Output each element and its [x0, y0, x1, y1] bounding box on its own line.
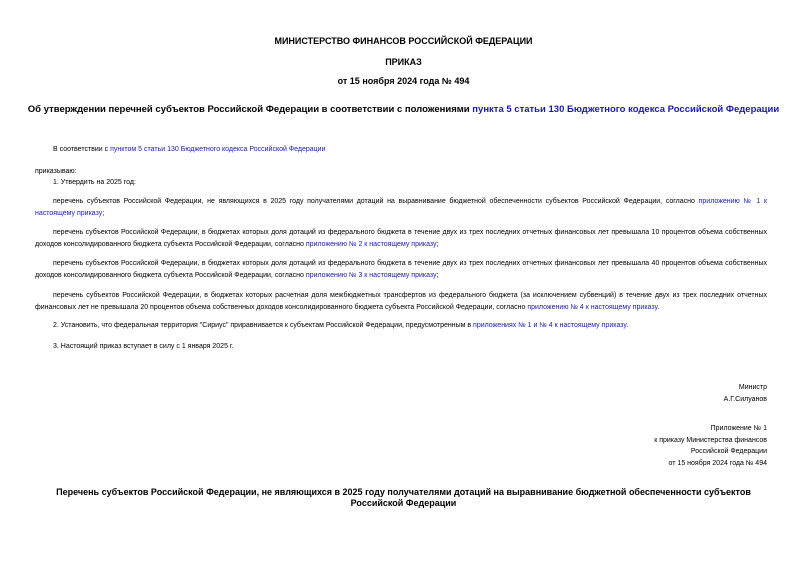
- appendix-line-4: от 15 ноября 2024 года № 494: [668, 459, 767, 467]
- appendix-1-link[interactable]: приложению № 1 к настоящему приказу: [35, 198, 768, 217]
- item-1: 1. Утвердить на 2025 год:: [53, 179, 136, 186]
- list-item-1: [35, 196, 767, 220]
- signature-block: [600, 382, 767, 405]
- appendix-4-link[interactable]: приложению № 4 к настоящему приказу: [527, 304, 658, 311]
- list-item-end: .: [657, 304, 660, 311]
- doc-type-heading: ПРИКАЗ: [385, 57, 422, 67]
- list-item-2: [35, 227, 767, 251]
- signature-name: А.Г.Силуанов: [723, 395, 767, 403]
- appendix-list-title: Перечень субъектов Российской Федерации, не являющихся в 2025 году получателями дотаций на выравнивание бюджетной обеспеченности субъектов Российской Федерации: [56, 487, 751, 508]
- appendix-line-1: Приложение № 1: [710, 425, 767, 432]
- list-item-end: ;: [102, 210, 105, 217]
- signature-position: Министр: [738, 384, 767, 391]
- preamble-link[interactable]: пунктом 5 статьи 130 Бюджетного кодекса Российской Федерации: [110, 146, 326, 153]
- list-item-text: перечень субъектов Российской Федерации, в бюджетах которых доля дотаций из федерального бюджета в течение двух из трех последних отчетных финансовых лет превышала 10 процентов объема собственных доходов консолидированного бюджета субъекта Российской Федерации, согласно: [35, 229, 767, 248]
- list-item-text: перечень субъектов Российской Федерации, не являющихся в 2025 году получателями дотаций на выравнивание бюджетной обеспеченности субъектов Российской Федерации, согласно: [53, 198, 695, 205]
- list-item-4: [35, 290, 767, 314]
- list-item-end: ;: [436, 241, 439, 248]
- list-item-text: перечень субъектов Российской Федерации, в бюджетах которых расчетная доля межбюджетных трансфертов из федерального бюджета (за исключением субвенций) в течение двух из трех последних отчетных финансовых лет не превышала 20 процентов объема собственных доходов консолидированного бюджета субъекта Российской Федерации, согласно: [35, 292, 767, 311]
- list-item-end: ;: [436, 272, 439, 279]
- appendix-line-3: Российской Федерации: [690, 448, 767, 455]
- item-2-text: 2. Установить, что федеральная территория "Сириус" приравнивается к субъектам Российской Федерации, предусмотренным в: [53, 322, 472, 329]
- ministry-heading: МИНИСТЕРСТВО ФИНАНСОВ РОССИЙСКОЙ ФЕДЕРАЦИИ: [274, 36, 533, 46]
- appendix-line-2: к приказу Министерства финансов: [654, 436, 767, 444]
- preamble-text: В соответствии с: [53, 146, 109, 153]
- doc-title-text: Об утверждении перечней субъектов Российской Федерации в соответствии с положениями: [27, 104, 470, 115]
- order-word: приказываю:: [35, 168, 77, 175]
- doc-title-link[interactable]: пункта 5 статьи 130 Бюджетного кодекса Российской Федерации: [472, 104, 780, 115]
- appendix-3-link[interactable]: приложению № 3 к настоящему приказу: [305, 272, 437, 279]
- appendix-1-4-link[interactable]: приложениях № 1 и № 4 к настоящему приказу: [473, 322, 627, 329]
- list-item-3: [35, 258, 767, 282]
- appendix-2-link[interactable]: приложению № 2 к настоящему приказу: [305, 241, 437, 248]
- appendix-header: [560, 423, 767, 469]
- item-3: 3. Настоящий приказ вступает в силу с 1 января 2025 г.: [53, 343, 234, 350]
- doc-title: [0, 104, 807, 115]
- list-item-text: перечень субъектов Российской Федерации, в бюджетах которых доля дотаций из федерального бюджета в течение двух из трех последних отчетных финансовых лет превышала 40 процентов объема собственных доходов консолидированного бюджета субъекта Российской Федерации, согласно: [35, 260, 767, 279]
- item-2: [35, 320, 767, 332]
- doc-date-number: от 15 ноября 2024 года № 494: [337, 76, 470, 86]
- preamble: [35, 144, 767, 156]
- item-2-end: .: [626, 322, 629, 329]
